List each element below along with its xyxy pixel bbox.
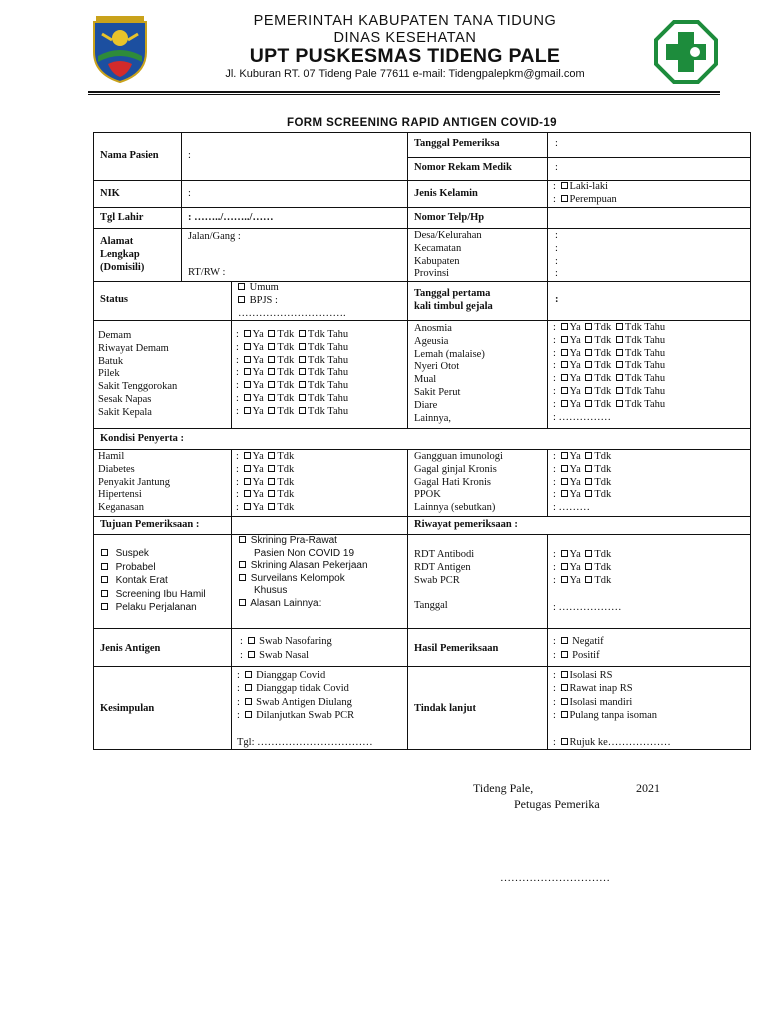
grid-line: [93, 628, 751, 629]
yes-no-unknown-options[interactable]: : Ya Tdk Tdk Tahu: [236, 329, 349, 340]
checkbox[interactable]: [268, 452, 275, 459]
checkbox[interactable]: [239, 536, 246, 543]
region-field[interactable]: :: [555, 242, 558, 254]
label-nik: NIK: [100, 188, 120, 199]
checkbox[interactable]: [244, 381, 251, 388]
yes-no-unknown-options[interactable]: : Ya Tdk Tdk Tahu: [236, 354, 349, 366]
checkbox[interactable]: [268, 503, 275, 510]
checkbox[interactable]: [268, 343, 275, 350]
checkbox[interactable]: [268, 356, 275, 363]
list-conditions-left: [98, 451, 170, 515]
grid-line: [93, 428, 751, 429]
checkbox[interactable]: [616, 349, 623, 356]
option-bpjs[interactable]: BPJS :: [236, 295, 278, 307]
option-kesimpulan[interactable]: : Dilanjutkan Swab PCR: [237, 710, 355, 722]
option-laki-laki[interactable]: : Laki-laki: [553, 181, 609, 192]
option-antigen[interactable]: : Swab Nasofaring: [240, 636, 332, 647]
header-department-name: DINAS KESEHATAN: [333, 30, 477, 46]
checkbox[interactable]: [585, 576, 592, 583]
region-label: Kabupaten: [414, 255, 460, 267]
condition-label: Hamil: [98, 451, 125, 462]
option-tujuan[interactable]: Pelaku Perjalanan: [99, 601, 206, 615]
footer-officer-title: Petugas Pemerika: [514, 797, 600, 811]
list-riwayat-tests: [414, 549, 474, 587]
checkbox[interactable]: [585, 374, 592, 381]
grid-line: [93, 666, 751, 667]
label-tindak-lanjut: Tindak lanjut: [414, 703, 476, 714]
checkbox[interactable]: [268, 478, 275, 485]
label-kali-timbul: kali timbul gejala: [414, 301, 493, 312]
test-label: Swab PCR: [414, 574, 460, 586]
symptom-label: Anosmia: [414, 323, 452, 334]
checkbox[interactable]: [244, 330, 251, 337]
option-umum[interactable]: Umum: [236, 282, 279, 294]
yes-no-options[interactable]: : Ya Tdk: [236, 451, 295, 462]
test-label: RDT Antigen: [414, 561, 471, 573]
label-jenis-antigen: Jenis Antigen: [100, 643, 161, 654]
checkbox[interactable]: [245, 671, 252, 678]
list-tujuan-left: [99, 547, 206, 615]
checkbox[interactable]: [616, 361, 623, 368]
grid-line: [93, 534, 751, 535]
checkbox[interactable]: [245, 711, 252, 718]
checkbox[interactable]: [616, 387, 623, 394]
symptoms-right-options: [553, 322, 665, 424]
checkbox[interactable]: [585, 490, 592, 497]
yes-no-options[interactable]: : Ya Tdk: [236, 489, 295, 501]
region-field[interactable]: :: [555, 230, 558, 241]
label-tanggal-pemeriksa: Tanggal Pemeriksa: [414, 138, 500, 149]
grid-line: [181, 132, 182, 281]
yes-no-unknown-options[interactable]: : Ya Tdk Tdk Tahu: [553, 322, 666, 333]
option-tujuan[interactable]: Suspek: [99, 547, 206, 561]
checkbox[interactable]: [585, 323, 592, 330]
checkbox[interactable]: [616, 336, 623, 343]
yes-no-unknown-options[interactable]: : Ya Tdk Tdk Tahu: [236, 341, 349, 353]
list-symptoms-right: [414, 323, 485, 425]
condition-label: PPOK: [414, 489, 441, 501]
field-rt-rw[interactable]: RT/RW :: [188, 267, 226, 278]
checkbox[interactable]: [561, 698, 568, 705]
checkbox[interactable]: [244, 394, 251, 401]
yes-no-unknown-options[interactable]: : Ya Tdk Tdk Tahu: [236, 367, 349, 379]
field-bpjs-number[interactable]: ………………………….: [238, 308, 346, 319]
puskesmas-logo: [654, 20, 718, 84]
checkbox[interactable]: [268, 368, 275, 375]
checkbox[interactable]: [561, 323, 568, 330]
test-label: RDT Antibodi: [414, 549, 475, 560]
header-puskesmas-name: UPT PUSKESMAS TIDENG PALE: [249, 45, 561, 67]
checkbox[interactable]: [585, 400, 592, 407]
label-hasil-pemeriksaan: Hasil Pemeriksaan: [414, 643, 499, 654]
field-symptom-other[interactable]: : ……………: [553, 411, 612, 423]
checkbox[interactable]: [299, 407, 306, 414]
checkbox[interactable]: [561, 576, 568, 583]
checkbox[interactable]: [101, 563, 108, 570]
condition-label: Hipertensi: [98, 489, 142, 501]
grid-line: [547, 449, 548, 516]
yes-no-unknown-options[interactable]: : Ya Tdk Tdk Tahu: [553, 398, 666, 410]
condition-label: Gangguan imunologi: [414, 451, 503, 462]
option-tindak-lanjut[interactable]: : Isolasi mandiri: [553, 696, 633, 708]
grid-line: [547, 534, 548, 750]
section-tujuan-pemeriksaan: Tujuan Pemeriksaan :: [100, 519, 200, 530]
header-government-name: PEMERINTAH KABUPATEN TANA TIDUNG: [253, 13, 557, 29]
field-tanggal-gejala[interactable]: :: [555, 294, 559, 305]
checkbox[interactable]: [244, 490, 251, 497]
list-conditions-right: [414, 451, 503, 515]
yes-no-options[interactable]: : Ya Tdk: [553, 451, 612, 462]
list-tindak-lanjut: [553, 669, 657, 723]
option-surveilans-kelompok[interactable]: Surveilans Kelompok: [237, 573, 368, 586]
grid-line: [93, 320, 751, 321]
conditions-right-options: [553, 451, 611, 515]
checkbox[interactable]: [561, 490, 568, 497]
symptom-label: Riwayat Demam: [98, 342, 169, 354]
section-kondisi-penyerta: Kondisi Penyerta :: [100, 433, 184, 444]
option-kesimpulan[interactable]: : Swab Antigen Diulang: [237, 696, 352, 708]
symptom-label: Sesak Napas: [98, 393, 152, 405]
option-skrining-pra-rawat-cont: Pasien Non COVID 19: [254, 547, 355, 559]
yes-no-options[interactable]: : Ya Tdk: [236, 476, 295, 488]
grid-line: [407, 132, 408, 428]
checkbox[interactable]: [561, 452, 568, 459]
field-jalan-gang[interactable]: Jalan/Gang :: [188, 231, 241, 242]
checkbox[interactable]: [561, 738, 568, 745]
checkbox[interactable]: [561, 478, 568, 485]
yes-no-options[interactable]: : Ya Tdk: [553, 574, 612, 586]
symptom-label: Lainnya,: [414, 412, 452, 424]
symptom-label: Sakit Perut: [414, 386, 461, 398]
header-divider: [88, 91, 720, 93]
checkbox[interactable]: [561, 550, 568, 557]
checkbox[interactable]: [561, 195, 568, 202]
grid-line: [93, 449, 751, 450]
list-region-labels: [414, 230, 482, 281]
field-nomor-rekam-medik[interactable]: :: [555, 162, 558, 173]
label-kesimpulan: Kesimpulan: [100, 703, 155, 714]
option-rujuk[interactable]: : Rujuk ke………………: [553, 737, 671, 748]
field-tgl-lahir[interactable]: : ……../……../……: [188, 212, 274, 223]
field-condition-other[interactable]: : ………: [553, 502, 591, 514]
yes-no-unknown-options[interactable]: : Ya Tdk Tdk Tahu: [553, 360, 666, 372]
grid-line: [231, 281, 232, 428]
checkbox[interactable]: [245, 684, 252, 691]
grid-line: [231, 449, 232, 750]
list-symptoms-left: [98, 330, 177, 420]
checkbox[interactable]: [268, 490, 275, 497]
checkbox[interactable]: [101, 603, 108, 610]
label-domisili: (Domisili): [100, 262, 145, 273]
grid-line: [407, 157, 751, 158]
yes-no-unknown-options[interactable]: : Ya Tdk Tdk Tahu: [236, 405, 349, 417]
signature-line[interactable]: …………………………: [500, 872, 610, 884]
field-tanggal-pemeriksa[interactable]: :: [555, 138, 558, 149]
checkbox[interactable]: [585, 387, 592, 394]
checkbox[interactable]: [585, 361, 592, 368]
symptom-label: Mual: [414, 374, 437, 386]
yes-no-options[interactable]: : Ya Tdk: [553, 476, 612, 488]
checkbox[interactable]: [616, 374, 623, 381]
checkbox[interactable]: [299, 394, 306, 401]
checkbox[interactable]: [244, 452, 251, 459]
checkbox[interactable]: [268, 330, 275, 337]
option-tujuan[interactable]: Probabel: [99, 561, 206, 575]
conditions-left-options: [236, 451, 294, 515]
grid-line: [93, 180, 751, 181]
option-skrining-alasan-pekerjaan[interactable]: Skrining Alasan Pekerjaan: [237, 560, 368, 573]
checkbox[interactable]: [561, 400, 568, 407]
checkbox[interactable]: [561, 387, 568, 394]
label-jenis-kelamin: Jenis Kelamin: [414, 188, 478, 199]
yes-no-unknown-options[interactable]: : Ya Tdk Tdk Tahu: [553, 385, 666, 397]
condition-label: Diabetes: [98, 463, 135, 475]
checkbox[interactable]: [561, 637, 568, 644]
yes-no-options[interactable]: : Ya Tdk: [236, 463, 295, 475]
list-tujuan-middle: [237, 535, 368, 611]
grid-line: [93, 207, 751, 208]
checkbox[interactable]: [561, 671, 568, 678]
checkbox[interactable]: [585, 563, 592, 570]
checkbox[interactable]: [101, 549, 108, 556]
option-tindak-lanjut[interactable]: : Pulang tanpa isoman: [553, 710, 658, 722]
label-tanggal-pertama: Tanggal pertama: [414, 288, 491, 299]
checkbox[interactable]: [244, 368, 251, 375]
label-tanggal-riwayat: Tanggal: [414, 600, 448, 611]
grid-line: [547, 132, 548, 428]
checkbox[interactable]: [101, 576, 108, 583]
checkbox[interactable]: [268, 394, 275, 401]
condition-label: Lainnya (sebutkan): [414, 502, 496, 514]
label-nomor-rekam-medik: Nomor Rekam Medik: [414, 162, 512, 173]
yes-no-options[interactable]: : Ya Tdk: [236, 502, 295, 514]
grid-line: [407, 449, 408, 750]
checkbox[interactable]: [561, 563, 568, 570]
checkbox[interactable]: [299, 343, 306, 350]
checkbox[interactable]: [585, 550, 592, 557]
checkbox[interactable]: [616, 323, 623, 330]
list-hasil: [553, 635, 604, 663]
label-nomor-telp: Nomor Telp/Hp: [414, 212, 485, 223]
label-status: Status: [100, 294, 129, 305]
symptom-label: Demam: [98, 330, 132, 341]
screening-form-table: [93, 132, 751, 750]
label-tgl-lahir: Tgl Lahir: [100, 212, 144, 223]
option-skrining-pra-rawat[interactable]: Skrining Pra-Rawat: [237, 535, 368, 548]
field-tanggal-riwayat[interactable]: : ………………: [553, 602, 622, 613]
checkbox[interactable]: [238, 283, 245, 290]
field-nik[interactable]: :: [188, 188, 191, 199]
checkbox[interactable]: [244, 343, 251, 350]
yes-no-options[interactable]: : Ya Tdk: [553, 549, 612, 560]
checkbox[interactable]: [248, 637, 255, 644]
region-label: Provinsi: [414, 268, 450, 280]
checkbox[interactable]: [585, 478, 592, 485]
checkbox[interactable]: [561, 711, 568, 718]
form-title: FORM SCREENING RAPID ANTIGEN COVID-19: [287, 117, 557, 129]
checkbox[interactable]: [299, 330, 306, 337]
symptom-label: Pilek: [98, 368, 120, 380]
option-hasil[interactable]: : Positif: [553, 650, 600, 661]
symptom-label: Nyeri Otot: [414, 361, 460, 373]
yes-no-unknown-options[interactable]: : Ya Tdk Tdk Tahu: [236, 380, 349, 392]
yes-no-unknown-options[interactable]: : Ya Tdk Tdk Tahu: [236, 392, 349, 404]
yes-no-unknown-options[interactable]: : Ya Tdk Tdk Tahu: [553, 334, 666, 346]
region-field[interactable]: :: [555, 268, 558, 280]
symptom-label: Sakit Tenggorokan: [98, 381, 178, 393]
checkbox[interactable]: [245, 698, 252, 705]
checkbox[interactable]: [239, 574, 246, 581]
label-alamat: Alamat: [100, 236, 134, 247]
region-label: Kecamatan: [414, 242, 462, 254]
symptom-label: Diare: [414, 399, 438, 411]
checkbox[interactable]: [244, 478, 251, 485]
option-kesimpulan[interactable]: : Dianggap tidak Covid: [237, 683, 349, 695]
list-kesimpulan: [237, 669, 354, 723]
option-antigen[interactable]: : Swab Nasal: [240, 650, 310, 661]
condition-label: Penyakit Jantung: [98, 476, 171, 488]
footer-year: 2021: [636, 781, 660, 795]
checkbox[interactable]: [239, 599, 246, 606]
condition-label: Gagal Hati Kronis: [414, 476, 491, 488]
header-address: Jl. Kuburan RT. 07 Tideng Pale 77611 e-mail: Tidengpalepkm@gmail.com: [225, 68, 585, 80]
checkbox[interactable]: [616, 400, 623, 407]
field-nama-pasien[interactable]: :: [188, 150, 191, 161]
checkbox[interactable]: [561, 361, 568, 368]
checkbox[interactable]: [299, 368, 306, 375]
checkbox[interactable]: [268, 465, 275, 472]
grid-line: [93, 228, 751, 229]
yes-no-unknown-options[interactable]: : Ya Tdk Tdk Tahu: [553, 347, 666, 359]
checkbox[interactable]: [239, 561, 246, 568]
checkbox[interactable]: [585, 465, 592, 472]
checkbox[interactable]: [585, 452, 592, 459]
option-hasil[interactable]: : Negatif: [553, 636, 604, 647]
option-surveilans-kelompok-cont: Khusus: [254, 585, 288, 597]
label-nama-pasien: Nama Pasien: [100, 150, 159, 161]
region-field[interactable]: :: [555, 255, 558, 267]
symptom-label: Ageusia: [414, 335, 449, 347]
option-perempuan[interactable]: : Perempuan: [553, 194, 617, 205]
option-tujuan[interactable]: Kontak Erat: [99, 574, 206, 588]
checkbox[interactable]: [238, 296, 245, 303]
option-tindak-lanjut[interactable]: : Isolasi RS: [553, 670, 613, 681]
region-fields[interactable]: [555, 230, 558, 281]
checkbox[interactable]: [268, 407, 275, 414]
symptom-label: Lemah (malaise): [414, 348, 485, 360]
checkbox[interactable]: [561, 651, 568, 658]
checkbox[interactable]: [244, 407, 251, 414]
condition-label: Gagal ginjal Kronis: [414, 463, 497, 475]
kabupaten-emblem-logo: [88, 14, 152, 84]
condition-label: Keganasan: [98, 502, 145, 514]
checkbox[interactable]: [561, 182, 568, 189]
checkbox[interactable]: [561, 336, 568, 343]
checkbox[interactable]: [244, 503, 251, 510]
option-tujuan[interactable]: Screening Ibu Hamil: [99, 588, 206, 602]
list-jenis-antigen: [240, 635, 332, 663]
section-riwayat-pemeriksaan: Riwayat pemeriksaan :: [414, 519, 518, 530]
checkbox[interactable]: [561, 349, 568, 356]
grid-line: [93, 516, 751, 517]
yes-no-options[interactable]: : Ya Tdk: [553, 489, 612, 501]
field-tgl-kesimpulan[interactable]: Tgl: ……………………………: [237, 737, 373, 748]
checkbox[interactable]: [561, 465, 568, 472]
checkbox[interactable]: [585, 349, 592, 356]
checkbox[interactable]: [585, 336, 592, 343]
riwayat-options: [553, 549, 611, 587]
region-label: Desa/Kelurahan: [414, 230, 482, 241]
footer-place: Tideng Pale,: [473, 781, 534, 795]
checkbox[interactable]: [244, 465, 251, 472]
header-divider-thin: [88, 94, 720, 95]
checkbox[interactable]: [244, 356, 251, 363]
option-tindak-lanjut[interactable]: : Rawat inap RS: [553, 683, 633, 695]
checkbox[interactable]: [299, 381, 306, 388]
checkbox[interactable]: [268, 381, 275, 388]
option-alasan-lainnya[interactable]: Alasan Lainnya:: [237, 598, 368, 611]
yes-no-options[interactable]: : Ya Tdk: [553, 463, 612, 475]
yes-no-options[interactable]: : Ya Tdk: [553, 561, 612, 573]
checkbox[interactable]: [248, 651, 255, 658]
checkbox[interactable]: [101, 590, 108, 597]
checkbox[interactable]: [561, 374, 568, 381]
symptom-label: Sakit Kepala: [98, 406, 152, 418]
option-kesimpulan[interactable]: : Dianggap Covid: [237, 670, 326, 681]
symptoms-left-options: [236, 329, 348, 419]
checkbox[interactable]: [299, 356, 306, 363]
checkbox[interactable]: [561, 684, 568, 691]
label-lengkap: Lengkap: [100, 249, 140, 260]
yes-no-unknown-options[interactable]: : Ya Tdk Tdk Tahu: [553, 373, 666, 385]
symptom-label: Batuk: [98, 355, 124, 367]
